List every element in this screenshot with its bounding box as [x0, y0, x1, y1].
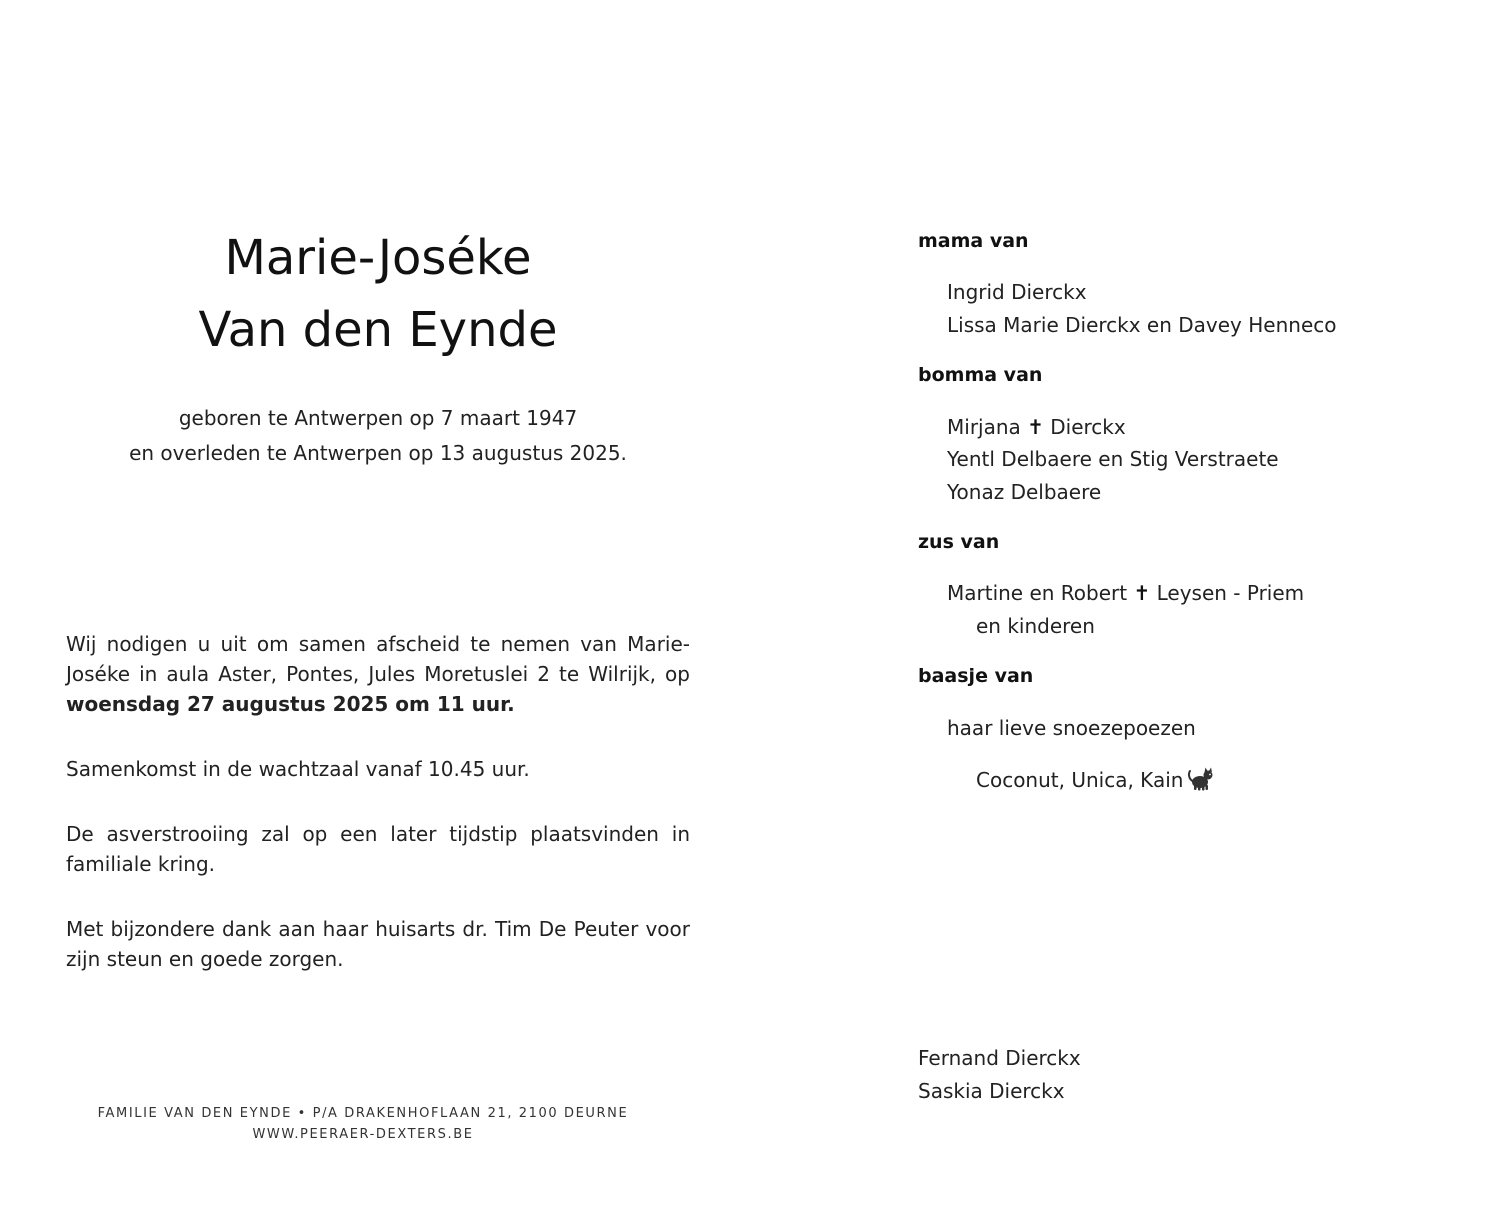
bomma-line-3: Yonaz Delbaere	[947, 480, 1102, 504]
heading-baasje: baasje van	[918, 665, 1034, 687]
baasje-line-2	[976, 767, 1215, 792]
bomma-line-1-last: Dierckx	[1050, 415, 1126, 439]
deceased-last-name: Van den Eynde	[198, 302, 558, 358]
death-line: en overleden te Antwerpen op 13 augustus 2025.	[129, 441, 627, 465]
pet-names: Coconut, Unica, Kain	[976, 768, 1184, 792]
heading-mama: mama van	[918, 230, 1029, 252]
zus-line-1	[947, 581, 1304, 605]
heading-bomma: bomma van	[918, 364, 1043, 386]
bomma-line-2: Yentl Delbaere en Stig Verstraete	[947, 447, 1279, 471]
signatory-2: Saskia Dierckx	[918, 1079, 1065, 1103]
heading-zus: zus van	[918, 531, 1000, 553]
baasje-line-1: haar lieve snoezepoezen	[947, 716, 1196, 740]
scattering-paragraph: De asverstrooiing zal op een later tijdstip plaatsvinden in familiale kring.	[66, 822, 690, 876]
footer-website: WWW.PEERAER-DEXTERS.BE	[252, 1127, 474, 1142]
mama-line-1: Ingrid Dierckx	[947, 280, 1087, 304]
bomma-line-1-first: Mirjana	[947, 415, 1021, 439]
cross-icon: ✝	[1027, 415, 1044, 439]
deceased-first-name: Marie-Joséke	[224, 230, 532, 286]
mama-line-2: Lissa Marie Dierckx en Davey Henneco	[947, 313, 1337, 337]
bomma-line-1	[947, 415, 1126, 439]
cat-icon	[1187, 767, 1215, 791]
signatory-1: Fernand Dierckx	[918, 1046, 1081, 1070]
zus-line-2: en kinderen	[976, 614, 1095, 638]
footer-address: FAMILIE VAN DEN EYNDE • P/A DRAKENHOFLAAN 21, 2100 DEURNE	[97, 1106, 629, 1121]
birth-line: geboren te Antwerpen op 7 maart 1947	[178, 406, 578, 430]
cross-icon: ✝	[1133, 581, 1151, 605]
zus-line-1-first: Martine en Robert	[947, 581, 1128, 605]
zus-line-1-last: Leysen - Priem	[1156, 581, 1305, 605]
invitation-intro: Wij nodigen u uit om samen afscheid te nemen van Marie-Joséke in aula Aster, Pontes, Jules Moretuslei 2 te Wilrijk, op	[66, 632, 690, 686]
invitation-paragraph	[66, 629, 690, 719]
thanks-paragraph: Met bijzondere dank aan haar huisarts dr. Tim De Peuter voor zijn steun en goede zorgen.	[66, 917, 690, 971]
gathering-paragraph: Samenkomst in de wachtzaal vanaf 10.45 uur.	[66, 757, 530, 781]
invitation-date: woensdag 27 augustus 2025 om 11 uur.	[66, 692, 515, 716]
